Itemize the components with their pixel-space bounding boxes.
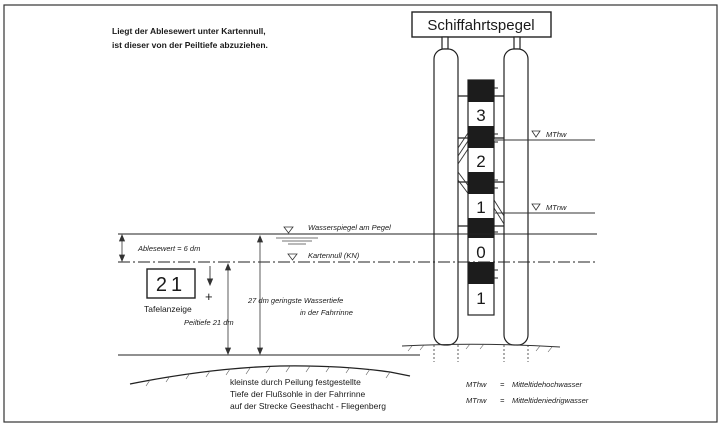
staff-band-5 [468, 262, 494, 284]
legend-text-mtnw: Mitteltideniedrigwasser [512, 396, 589, 405]
brace-7 [494, 208, 504, 224]
staff-band-4 [468, 218, 494, 238]
gauge-base-ground [402, 344, 560, 362]
mtnw-label: MTnw [546, 203, 567, 212]
right-pillar-cap [514, 37, 520, 49]
legend [466, 380, 589, 405]
sounding-dimension [226, 264, 231, 354]
legend-abbr-mthw: MThw [466, 380, 487, 389]
water-level-label: Wasserspiegel am Pegel [308, 223, 391, 232]
min-depth-label-2: in der Fahrrinne [300, 308, 353, 317]
min-depth-dimension [258, 236, 263, 354]
brace-6 [494, 200, 504, 216]
left-pillar-cap [442, 37, 448, 49]
right-pillar [504, 49, 528, 345]
mtnw-triangle-icon [532, 204, 540, 210]
gauge-digit-3: 3 [476, 106, 486, 125]
gauge-staff [468, 80, 498, 315]
chart-datum-triangle-icon [288, 254, 297, 260]
reading-label: Ablesewert = 6 dm [138, 244, 201, 253]
legend-sep-mthw: = [500, 380, 505, 389]
chart-datum-label: Kartennull (KN) [308, 251, 360, 260]
gauge-digit-minus-1: 1 [476, 289, 486, 308]
gauge-title: Schiffahrtspegel [427, 17, 535, 34]
board-value: 21 [155, 274, 187, 296]
gauge-digit-0: 0 [476, 243, 486, 262]
left-pillar [434, 49, 458, 345]
caption-line-2: Tiefe der Flußsohle in der Fahrrinne [230, 389, 366, 399]
board-label: Tafelanzeige [144, 304, 192, 314]
mthw-triangle-icon [532, 131, 540, 137]
legend-text-mthw: Mitteltidehochwasser [512, 380, 583, 389]
staff-band-2 [468, 126, 494, 148]
sounding-label: Peiltiefe 21 dm [184, 318, 234, 327]
staff-band-3 [468, 172, 494, 194]
gauge-digit-1: 1 [476, 198, 486, 217]
mthw-label: MThw [546, 130, 567, 139]
staff-band-1 [468, 80, 494, 102]
caption-line-1: kleinste durch Peilung festgestellte [230, 377, 361, 387]
legend-abbr-mtnw: MTnw [466, 396, 487, 405]
water-ripples [276, 238, 318, 244]
outer-border [4, 5, 717, 422]
plus-sign: + [205, 289, 213, 304]
min-depth-label-1: 27 dm geringste Wassertiefe [248, 296, 344, 305]
caption-line-3: auf der Strecke Geesthacht - Fliegenberg [230, 401, 386, 411]
legend-sep-mtnw: = [500, 396, 505, 405]
staff-ticks [494, 88, 498, 278]
note-line-1: Liegt der Ablesewert unter Kartennull, [112, 26, 266, 36]
note-line-2: ist dieser von der Peiltiefe abzuziehen. [112, 40, 268, 50]
reading-dimension [120, 235, 125, 261]
gauge-digit-2: 2 [476, 152, 486, 171]
water-level-triangle-icon [284, 227, 293, 233]
small-down-arrow-icon [208, 266, 213, 285]
